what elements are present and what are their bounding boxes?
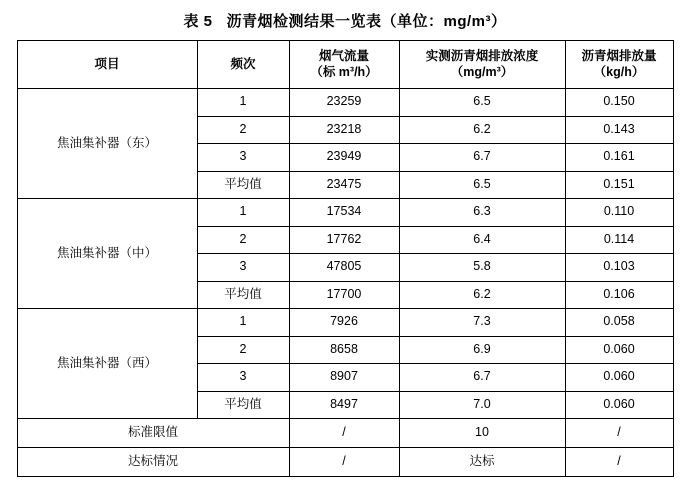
header-flow-line2: （标 m³/h） (310, 64, 378, 79)
cell-emission: 0.060 (565, 364, 673, 392)
cell-flow: 17762 (289, 226, 399, 254)
cell-flow: 23949 (289, 144, 399, 172)
cell-emission: 0.106 (565, 281, 673, 309)
cell-frequency: 1 (197, 89, 289, 117)
cell-concentration: 5.8 (399, 254, 565, 282)
cell-concentration: 达标 (399, 448, 565, 477)
group-label-east: 焦油集补器（东） (17, 89, 197, 199)
cell-emission: 0.150 (565, 89, 673, 117)
cell-concentration: 7.0 (399, 391, 565, 419)
cell-flow: 47805 (289, 254, 399, 282)
cell-emission: 0.060 (565, 336, 673, 364)
cell-concentration: 7.3 (399, 309, 565, 337)
cell-concentration: 6.2 (399, 281, 565, 309)
cell-frequency-average: 平均值 (197, 171, 289, 199)
cell-frequency: 2 (197, 336, 289, 364)
cell-flow: 8907 (289, 364, 399, 392)
table-header (17, 41, 673, 89)
header-concentration-line1: 实测沥青烟排放浓度 (425, 48, 539, 63)
table-caption (0, 0, 690, 40)
cell-frequency: 3 (197, 254, 289, 282)
cell-frequency: 3 (197, 364, 289, 392)
cell-emission: / (565, 448, 673, 477)
cell-frequency: 2 (197, 116, 289, 144)
group-label-middle: 焦油集补器（中） (17, 199, 197, 309)
table-caption-title: 沥青烟检测结果一览表（单位：mg/m³） (226, 13, 507, 30)
cell-flow: / (289, 419, 399, 448)
table-row-standard-limit (17, 419, 673, 448)
cell-emission: / (565, 419, 673, 448)
cell-concentration: 6.7 (399, 364, 565, 392)
table-body (17, 89, 673, 477)
cell-flow: 23259 (289, 89, 399, 117)
cell-frequency: 1 (197, 309, 289, 337)
cell-frequency-average: 平均值 (197, 391, 289, 419)
cell-emission: 0.151 (565, 171, 673, 199)
cell-flow: 17534 (289, 199, 399, 227)
cell-concentration: 6.3 (399, 199, 565, 227)
cell-emission: 0.058 (565, 309, 673, 337)
table-row-compliance (17, 448, 673, 477)
footer-label-standard-limit: 标准限值 (17, 419, 289, 448)
cell-concentration: 6.5 (399, 89, 565, 117)
cell-flow: 8658 (289, 336, 399, 364)
table-row (17, 89, 673, 117)
table-caption-number: 表 5 (183, 13, 213, 30)
group-label-west: 焦油集补器（西） (17, 309, 197, 419)
table-row (17, 309, 673, 337)
cell-flow: 23218 (289, 116, 399, 144)
cell-flow: 8497 (289, 391, 399, 419)
header-concentration (399, 41, 565, 89)
cell-frequency: 2 (197, 226, 289, 254)
header-emission (565, 41, 673, 89)
cell-concentration: 6.7 (399, 144, 565, 172)
cell-flow: 7926 (289, 309, 399, 337)
cell-emission: 0.060 (565, 391, 673, 419)
cell-flow: / (289, 448, 399, 477)
cell-frequency-average: 平均值 (197, 281, 289, 309)
cell-flow: 23475 (289, 171, 399, 199)
header-emission-line1: 沥青烟排放量 (581, 48, 657, 63)
cell-concentration: 6.9 (399, 336, 565, 364)
cell-frequency: 1 (197, 199, 289, 227)
cell-concentration: 6.5 (399, 171, 565, 199)
cell-emission: 0.114 (565, 226, 673, 254)
table-row (17, 199, 673, 227)
header-flow-line1: 烟气流量 (318, 48, 369, 63)
header-item: 项目 (17, 41, 197, 89)
table-header-row (17, 41, 673, 89)
cell-concentration: 6.2 (399, 116, 565, 144)
cell-concentration: 10 (399, 419, 565, 448)
header-emission-line2: （kg/h） (593, 64, 645, 79)
footer-label-compliance: 达标情况 (17, 448, 289, 477)
cell-frequency: 3 (197, 144, 289, 172)
cell-emission: 0.110 (565, 199, 673, 227)
cell-concentration: 6.4 (399, 226, 565, 254)
cell-emission: 0.143 (565, 116, 673, 144)
asphalt-smoke-results-table (17, 40, 674, 477)
header-concentration-line2: （mg/m³） (450, 64, 514, 79)
cell-emission: 0.161 (565, 144, 673, 172)
cell-emission: 0.103 (565, 254, 673, 282)
cell-flow: 17700 (289, 281, 399, 309)
header-flow (289, 41, 399, 89)
header-frequency: 频次 (197, 41, 289, 89)
